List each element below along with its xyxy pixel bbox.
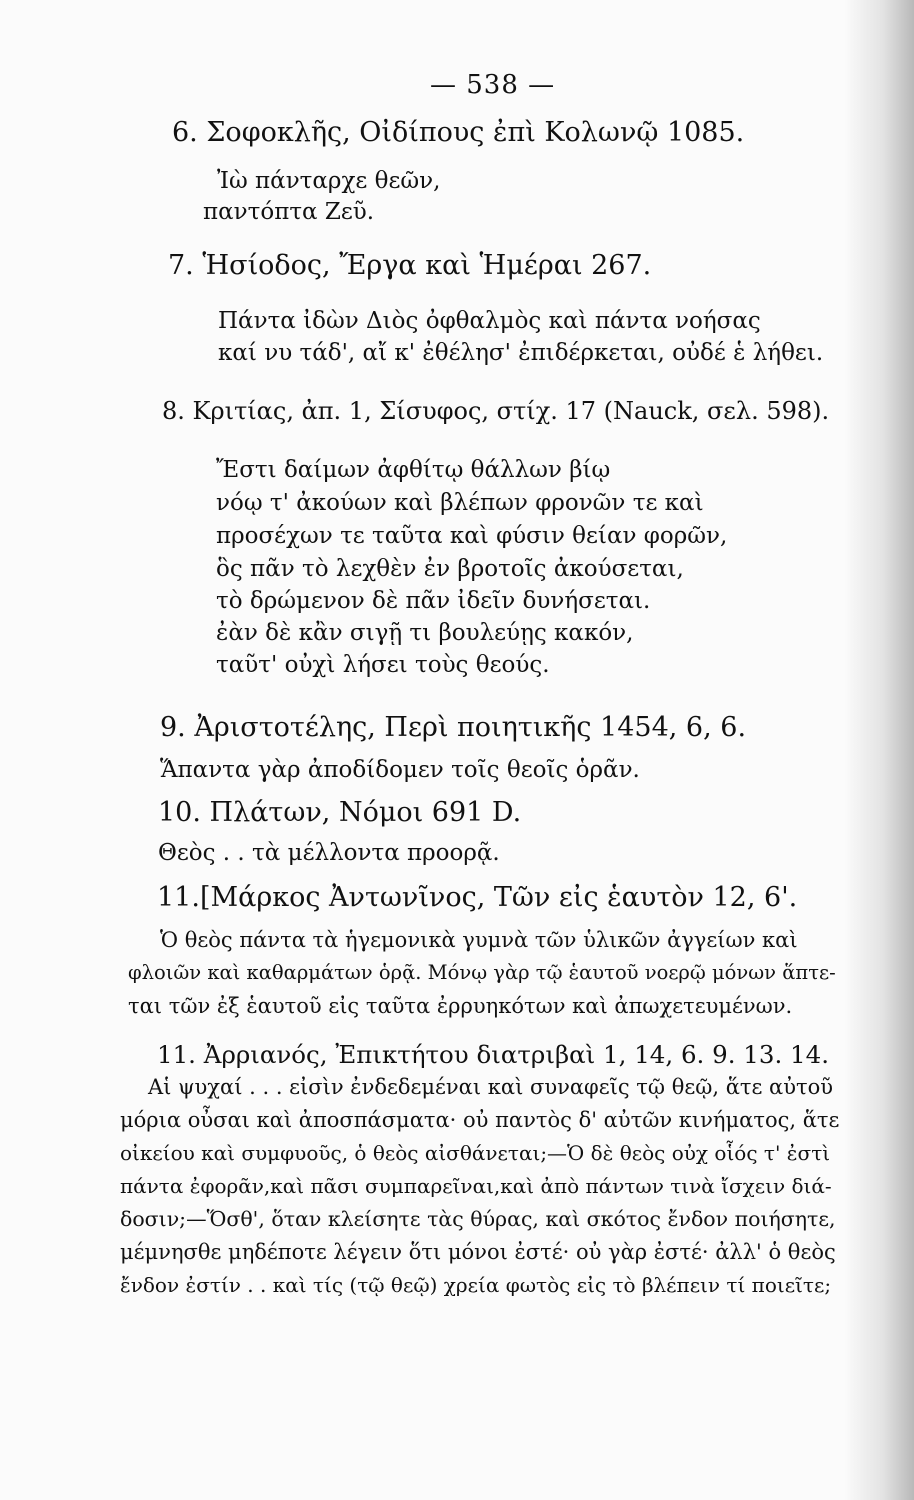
section-8-line: ὃς πᾶν τὸ λεχθὲν ἐν βροτοῖς ἀκούσεται,: [216, 556, 684, 582]
section-9-line: Ἅπαντα γὰρ ἀποδίδομεν τοῖς θεοῖς ὁρᾶν.: [160, 757, 640, 783]
section-8-line: Ἔστι δαίμων ἀφθίτῳ θάλλων βίῳ: [216, 457, 611, 483]
section-7-line: Πάντα ἰδὼν Διὸς ὀφθαλμὸς καὶ πάντα νοήσας: [218, 308, 761, 334]
section-11-arrian-line: ἔνδον ἐστίν . . καὶ τίς (τῷ θεῷ) χρεία φωτὸς εἰς τὸ βλέπειν τί ποιεῖτε;: [120, 1273, 832, 1297]
section-10-line: Θεὸς . . τὰ μέλλοντα προορᾷ.: [158, 840, 500, 866]
section-8-line: τὸ δρώμενον δὲ πᾶν ἰδεῖν δυνήσεται.: [216, 588, 651, 614]
section-7-heading: 7. Ἡσίοδος, Ἔργα καὶ Ἡμέραι 267.: [168, 250, 652, 281]
section-6-line: Ἰὼ πάνταρχε θεῶν,: [217, 168, 441, 194]
section-8-line: ταῦτ' οὐχὶ λήσει τοὺς θεούς.: [216, 652, 550, 678]
section-8-line: νόῳ τ' ἀκούων καὶ βλέπων φρονῶν τε καὶ: [216, 490, 704, 516]
section-11-marcus-line: ται τῶν ἐξ ἑαυτοῦ εἰς ταῦτα ἐρρυηκότων καὶ ἀπωχετευμένων.: [128, 994, 793, 1018]
section-11-marcus-heading: 11.[Μάρκος Ἀντωνῖνος, Τῶν εἰς ἑαυτὸν 12, 6'.: [157, 882, 798, 913]
section-8-line: ἐὰν δὲ κἂν σιγῇ τι βουλεύῃς κακόν,: [216, 620, 634, 646]
section-10-heading: 10. Πλάτων, Νόμοι 691 D.: [158, 797, 522, 828]
section-7-line: καί νυ τάδ', αἴ κ' ἐθέλησ' ἐπιδέρκεται, οὐδέ ἑ λήθει.: [218, 340, 824, 366]
section-8-line: προσέχων τε ταῦτα καὶ φύσιν θείαν φορῶν,: [216, 523, 728, 549]
page-number: — 538 —: [430, 70, 556, 100]
section-11-marcus-line: φλοιῶν καὶ καθαρμάτων ὁρᾷ. Μόνῳ γὰρ τῷ ἑαυτοῦ νοερῷ μόνων ἅπτε-: [128, 961, 836, 984]
section-11-arrian-line: δοσιν;—Ὅσθ', ὅταν κλείσητε τὰς θύρας, καὶ σκότος ἔνδον ποιήσητε,: [120, 1207, 836, 1231]
section-8-heading: 8. Κριτίας, ἀπ. 1, Σίσυφος, στίχ. 17 (Nauck, σελ. 598).: [162, 397, 830, 425]
section-11-arrian-line: μόρια οὖσαι καὶ ἀποσπάσματα· οὐ παντὸς δ' αὐτῶν κινήματος, ἅτε: [120, 1108, 840, 1132]
section-9-heading: 9. Ἀριστοτέλης, Περὶ ποιητικῆς 1454, 6, 6.: [160, 712, 747, 743]
section-11-arrian-line: οἰκείου καὶ συμφυοῦς, ὁ θεὸς αἰσθάνεται;—Ὁ δὲ θεὸς οὐχ οἷός τ' ἐστὶ: [120, 1141, 831, 1165]
section-11-arrian-heading: 11. Ἀρριανός, Ἐπικτήτου διατριβαὶ 1, 14, 6. 9. 13. 14.: [157, 1040, 830, 1069]
section-11-arrian-line: μέμνησθε μηδέποτε λέγειν ὅτι μόνοι ἐστέ· οὐ γὰρ ἐστέ· ἀλλ' ὁ θεὸς: [120, 1240, 836, 1264]
section-11-arrian-line: πάντα ἐφορᾶν,καὶ πᾶσι συμπαρεῖναι,καὶ ἀπὸ πάντων τινὰ ἴσχειν διά-: [120, 1174, 832, 1198]
section-11-arrian-line: Αἱ ψυχαί . . . εἰσὶν ἐνδεδεμέναι καὶ συναφεῖς τῷ θεῷ, ἅτε αὐτοῦ: [148, 1075, 834, 1099]
section-6-line: παντόπτα Ζεῦ.: [203, 199, 375, 225]
section-11-marcus-line: Ὁ θεὸς πάντα τὰ ἡγεμονικὰ γυμνὰ τῶν ὑλικῶν ἀγγείων καὶ: [160, 928, 798, 952]
section-6-heading: 6. Σοφοκλῆς, Οἰδίπους ἐπὶ Κολωνῷ 1085.: [172, 117, 745, 148]
page-edge-shadow: [844, 0, 914, 1500]
